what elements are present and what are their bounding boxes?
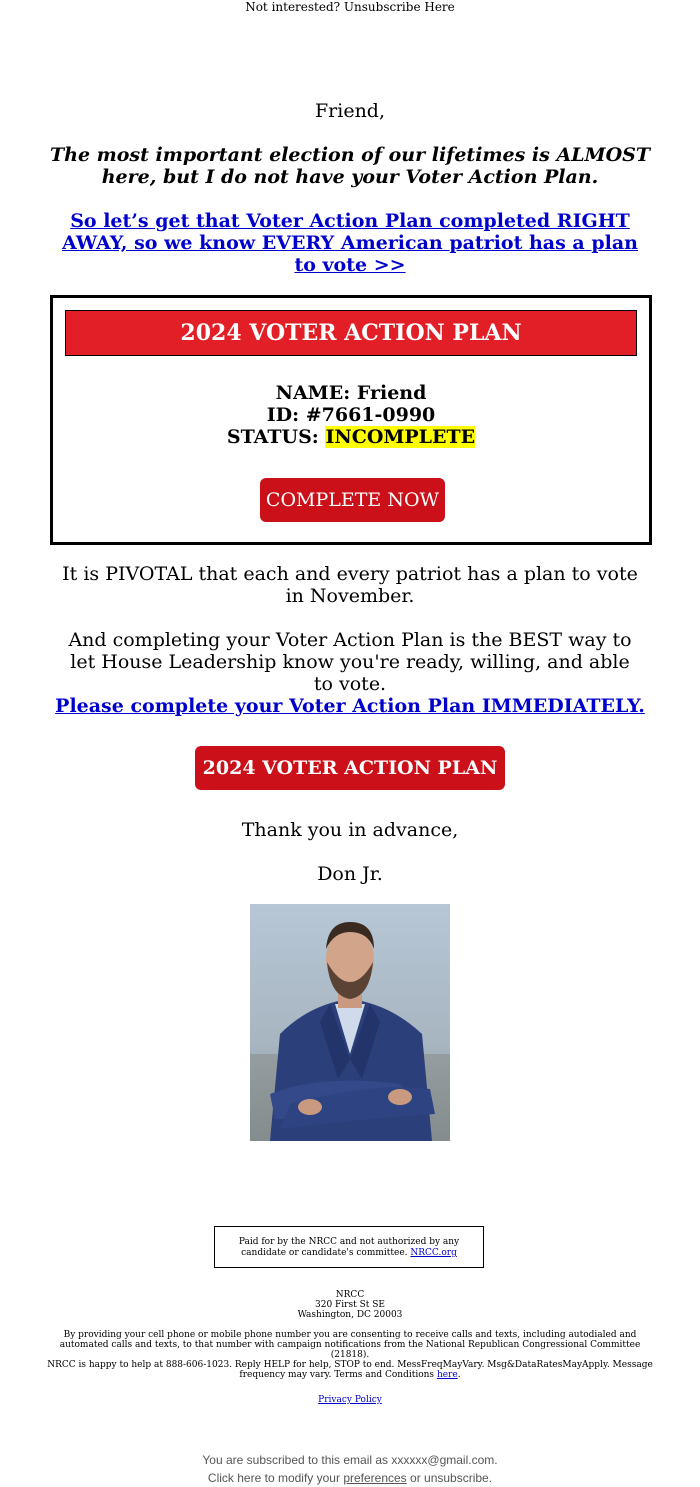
status-badge: INCOMPLETE [325,426,476,448]
complete-now-button[interactable]: COMPLETE NOW [260,478,445,522]
thanks-text: Thank you in advance, [241,819,459,841]
signature: Don Jr. [317,863,383,885]
name-line: NAME: Friend [275,382,427,404]
greeting: Friend, [314,100,386,122]
help-text-body: NRCC is happy to help at 888-606-1023. Reply HELP for help, STOP to end. MessFreqMayVary. Msg&DataRatesMayApply. Message frequency may vary. Terms and Conditions [47,1360,653,1380]
sms-consent-text: By providing your cell phone or mobile phone number you are consenting to receive calls and texts, including autodialed and automated calls and texts, to that number with campaign notifications from the National Republican Congressional Committee (21818). [59,1330,641,1360]
modify-post: or unsubscribe. [406,1471,493,1485]
complete-immediately-link[interactable]: Please complete your Voter Action Plan IMMEDIATELY. [55,695,645,717]
status-line [53,426,649,448]
address-street: 320 First St SE [315,1300,385,1310]
terms-link[interactable]: here [436,1370,458,1380]
complete-plan-link[interactable]: So let’s get that Voter Action Plan completed RIGHT AWAY, so we know EVERY American patriot has a plan to vote >> [62,210,638,276]
modify-text [0,1469,700,1487]
subscribed-text: You are subscribed to this email as xxxxxx@gmail.com. [202,1453,498,1467]
id-line: ID: #7661-0990 [266,404,436,426]
help-text [45,1360,655,1380]
pivotal-paragraph: It is PIVOTAL that each and every patriot has a plan to vote in November. [62,563,638,607]
preferences-link[interactable]: preferences [343,1471,407,1485]
leadership-paragraph: And completing your Voter Action Plan is the BEST way to let House Leadership know you're ready, willing, and able to vote. [68,629,632,695]
address-org: NRCC [335,1290,365,1300]
voter-action-plan-box [50,295,652,545]
mailing-address [0,1290,700,1320]
plan-header: 2024 VOTER ACTION PLAN [65,310,637,356]
voter-action-plan-button[interactable]: 2024 VOTER ACTION PLAN [195,746,505,790]
modify-pre: Click here to modify your [207,1471,344,1485]
nrcc-link[interactable]: NRCC.org [410,1248,457,1258]
address-city: Washington, DC 20003 [297,1310,403,1320]
portrait-photo [250,904,450,1141]
subscription-footer [0,1451,700,1487]
plan-info [53,382,649,448]
status-label: STATUS: [226,426,326,448]
privacy-policy-link[interactable]: Privacy Policy [318,1395,382,1405]
unsubscribe-link[interactable]: Not interested? Unsubscribe Here [245,0,455,14]
help-text-end: . [457,1370,461,1380]
headline: The most important election of our lifetimes is ALMOST here, but I do not have your Voter Action Plan. [50,144,651,188]
paid-for-disclaimer [214,1226,484,1268]
paid-for-text: Paid for by the NRCC and not authorized by any candidate or candidate's committee. [238,1237,460,1258]
